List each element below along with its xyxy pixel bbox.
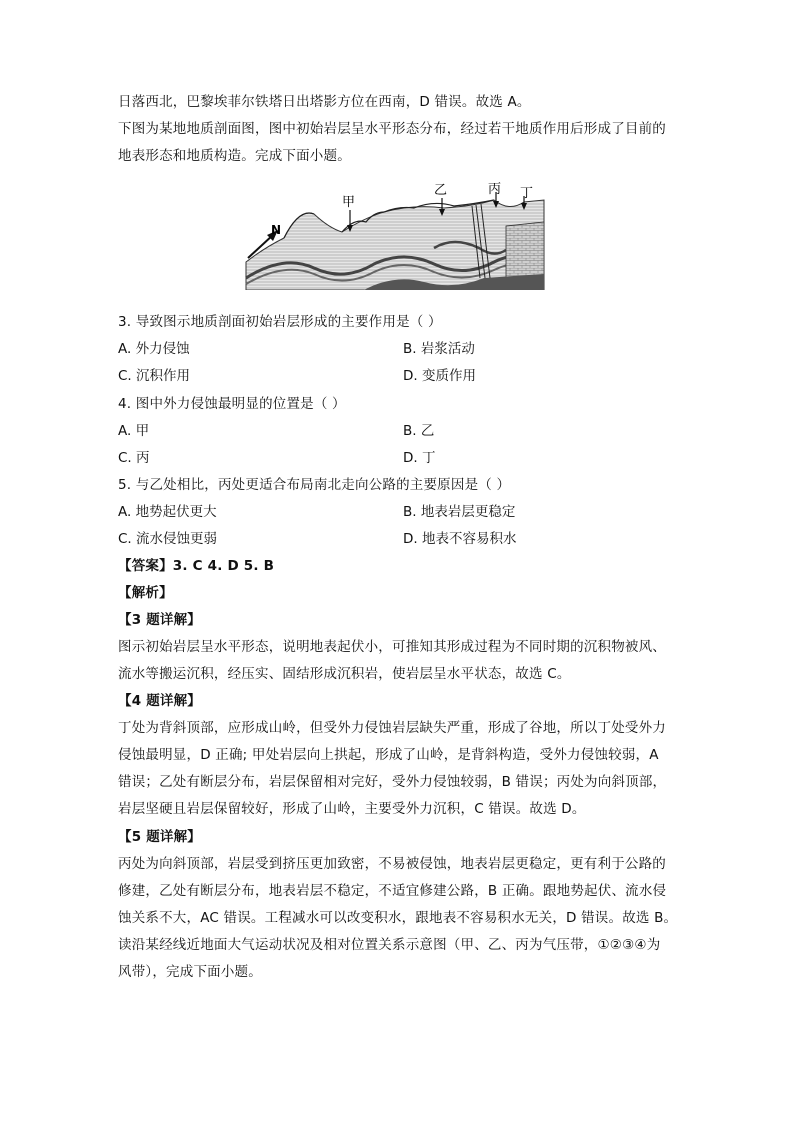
label-yi: 乙: [434, 183, 448, 198]
q4-detail-title: 【4 题详解】: [118, 693, 201, 709]
q3-option-a: A. 外力侵蚀: [118, 341, 190, 357]
q3-option-c: C. 沉积作用: [118, 368, 191, 384]
analysis-title: 【解析】: [118, 585, 173, 601]
q4-detail-line: 丁处为背斜顶部，应形成山岭，但受外力侵蚀岩层缺失严重，形成了谷地，所以丁处受外力: [118, 720, 666, 736]
paragraph-line: 下图为某地地质剖面图，图中初始岩层呈水平形态分布，经过若干地质作用后形成了目前的: [118, 121, 666, 137]
answer-line: 【答案】3. C 4. D 5. B: [118, 558, 275, 574]
q4-option-c: C. 丙: [118, 450, 150, 466]
q3-detail-line: 流水等搬运沉积，经压实、固结形成沉积岩，使岩层呈水平状态，故选 C。: [118, 666, 571, 682]
question-3-stem: 3. 导致图示地质剖面初始岩层形成的主要作用是（ ）: [118, 314, 442, 330]
q4-detail-line: 侵蚀最明显，D 正确; 甲处岩层向上拱起，形成了山岭，是背斜构造，受外力侵蚀较弱，A: [118, 747, 659, 763]
q4-detail-line: 岩层坚硬且岩层保留较好，形成了山岭，主要受外力沉积，C 错误。故选 D。: [118, 801, 586, 817]
q5-option-d: D. 地表不容易积水: [403, 531, 517, 547]
q5-option-a: A. 地势起伏更大: [118, 504, 217, 520]
q3-option-d: D. 变质作用: [403, 368, 476, 384]
q5-detail-line: 修建，乙处有断层分布，地表岩层不稳定，不适宜修建公路，B 正确。跟地势起伏、流水侵: [118, 883, 667, 899]
question-5-stem: 5. 与乙处相比，丙处更适合布局南北走向公路的主要原因是（ ）: [118, 477, 511, 493]
q4-option-b: B. 乙: [403, 423, 435, 439]
next-intro-line: 读沿某经线近地面大气运动状况及相对位置关系示意图（甲、乙、丙为气压带，①②③④为: [118, 937, 661, 953]
q5-option-b: B. 地表岩层更稳定: [403, 504, 516, 520]
q3-detail-title: 【3 题详解】: [118, 612, 201, 628]
q4-option-d: D. 丁: [403, 450, 436, 466]
question-4-stem: 4. 图中外力侵蚀最明显的位置是（ ）: [118, 396, 346, 412]
q5-option-c: C. 流水侵蚀更弱: [118, 531, 218, 547]
label-jia: 甲: [342, 195, 356, 210]
label-ding: 丁: [520, 185, 534, 201]
q5-detail-line: 丙处为向斜顶部，岩层受到挤压更加致密，不易被侵蚀，地表岩层更稳定，更有利于公路的: [118, 856, 666, 872]
q4-detail-line: 错误；乙处有断层分布，岩层保留相对完好，受外力侵蚀较弱，B 错误；丙处为向斜顶部，: [118, 774, 667, 790]
q3-detail-line: 图示初始岩层呈水平形态，说明地表起伏小，可推知其形成过程为不同时期的沉积物被风、: [118, 639, 666, 655]
north-label: N: [271, 223, 282, 237]
label-bing: 丙: [488, 181, 502, 197]
q3-option-b: B. 岩浆活动: [403, 341, 475, 357]
paragraph-line: 地表形态和地质构造。完成下面小题。: [118, 148, 351, 164]
geologic-section-figure: [244, 178, 548, 290]
paragraph-line: 日落西北，巴黎埃菲尔铁塔日出塔影方位在西南，D 错误。故选 A。: [118, 94, 531, 110]
q5-detail-line: 蚀关系不大，AC 错误。工程减水可以改变积水，跟地表不容易积水无关，D 错误。故选 B。: [118, 910, 678, 926]
q5-detail-title: 【5 题详解】: [118, 829, 201, 845]
q4-option-a: A. 甲: [118, 423, 150, 439]
next-intro-line: 风带），完成下面小题。: [118, 964, 262, 980]
